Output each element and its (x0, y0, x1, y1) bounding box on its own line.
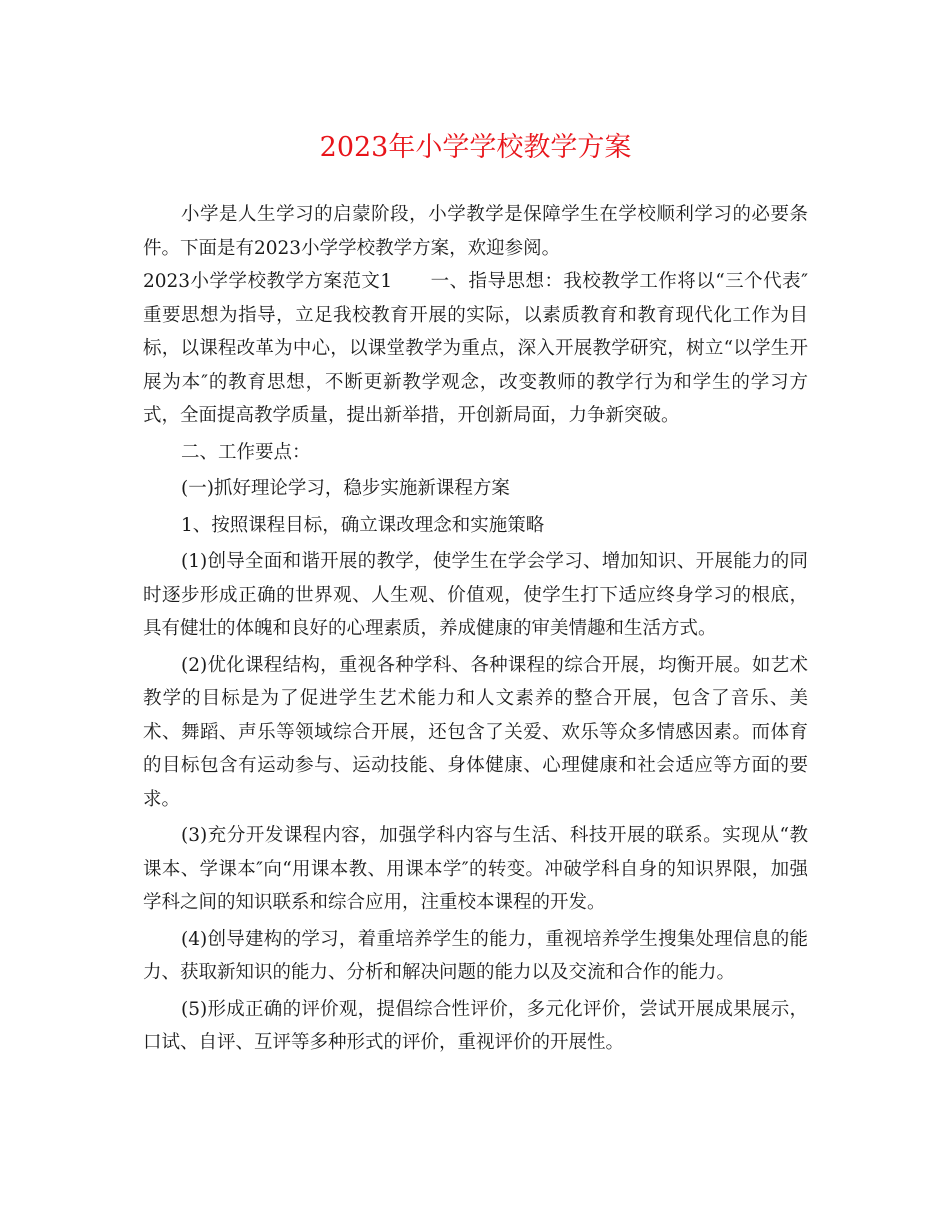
sub-paragraph-2: (2)优化课程结构，重视各种学科、各种课程的综合开展，均衡开展。如艺术教学的目标是为了促进学生艺术能力和人文素养的整合开展，包含了音乐、美术、舞蹈、声乐等领域综合开展，还包含了关爱、欢乐等众多情感因素。而体育的目标包含有运动参与、运动技能、身体健康、心理健康和社会适应等方面的要求。 (143, 654, 808, 810)
document-title: 2023年小学学校教学方案 (319, 132, 632, 163)
sub-paragraph-1: (1)创导全面和谐开展的教学，使学生在学会学习、增加知识、开展能力的同时逐步形成正确的世界观、人生观、价值观，使学生打下适应终身学习的根底，具有健壮的体魄和良好的心理素质，养成健康的审美情趣和生活方式。 (143, 551, 808, 639)
item1-heading: 1、按照课程目标，确立课改理念和实施策略 (181, 514, 545, 536)
guiding-paragraph (143, 265, 808, 433)
sub-paragraph-3: (3)充分开发课程内容，加强学科内容与生活、科技开展的联系。实现从“教课本、学课本″向“用课本教、用课本学″的转变。冲破学科自身的知识界限，加强学科之间的知识联系和综合应用，注重校本课程的开发。 (143, 825, 808, 913)
section-heading: 2023小学学校教学方案范文1 (143, 271, 393, 292)
work-points-heading: 二、工作要点： (181, 441, 311, 463)
sub-paragraph-5: (5)形成正确的评价观，提倡综合性评价，多元化评价，尝试开展成果展示，口试、自评、互评等多种形式的评价，重视评价的开展性。 (143, 998, 808, 1053)
part1-heading: (一)抓好理论学习，稳步实施新课程方案 (181, 478, 510, 499)
guiding-text: 一、指导思想：我校教学工作将以“三个代表″重要思想为指导，立足我校教育开展的实际，以素质教育和教育现代化工作为目标，以课程改革为中心，以课堂教学为重点，深入开展教学研究，树立“以学生开展为本″的教育思想，不断更新教学观念，改变教师的教学行为和学生的学习方式，全面提高教学质量，提出新举措，开创新局面，力争新突破。 (143, 271, 808, 426)
document-page (143, 128, 808, 1060)
intro-paragraph: 小学是人生学习的启蒙阶段，小学教学是保障学生在学校顺利学习的必要条件。下面是有2023小学学校教学方案，欢迎参阅。 (143, 204, 808, 259)
sub-paragraph-4: (4)创导建构的学习，着重培养学生的能力，重视培养学生搜集处理信息的能力、获取新知识的能力、分析和解决问题的能力以及交流和合作的能力。 (143, 928, 808, 983)
